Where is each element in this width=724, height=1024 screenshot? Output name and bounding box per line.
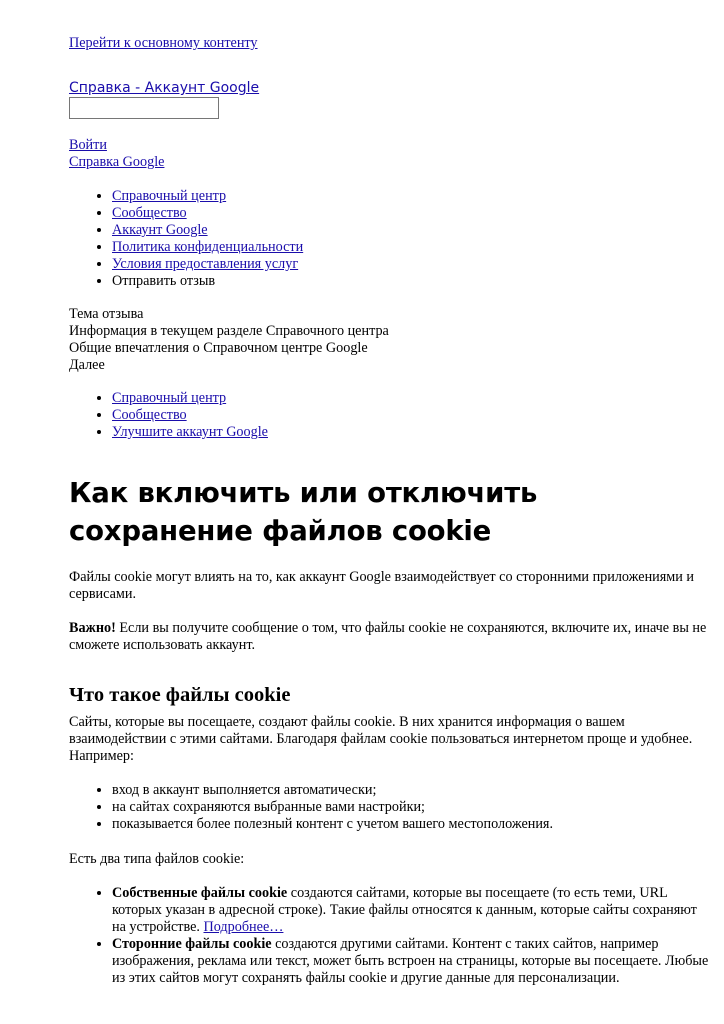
section-paragraph: Сайты, которые вы посещаете, создают файлы cookie. В них хранится информация о вашем взаимодействии с этими сайтами. Благодаря файлам cookie пользоваться интернетом проще и удобнее. Например: bbox=[69, 714, 693, 764]
feedback-topic-label: Тема отзыва bbox=[69, 306, 144, 322]
skip-to-content-link[interactable]: Перейти к основному контенту bbox=[69, 35, 258, 51]
third-party-label: Сторонние файлы cookie bbox=[112, 936, 272, 952]
search-input[interactable] bbox=[69, 97, 219, 119]
secondary-nav-item bbox=[112, 390, 268, 407]
menu-item bbox=[112, 256, 303, 273]
menu-item-feedback[interactable] bbox=[112, 273, 303, 290]
nav-help-center-link[interactable]: Справочный центр bbox=[112, 390, 227, 406]
secondary-nav bbox=[69, 390, 268, 441]
signin-link[interactable]: Войти bbox=[69, 137, 107, 153]
article-title: Как включить или отключить сохранение файлов cookie bbox=[69, 477, 538, 547]
third-party-text: создаются другими сайтами. Контент с таких сайтов, например изображения, реклама или текст, может быть встроен на страницы, которые вы посещаете. Любые из этих сайтов могут сохранять файлы cookie и другие данные для персонализации. bbox=[112, 936, 709, 986]
nav-community-link[interactable]: Сообщество bbox=[112, 407, 187, 423]
cookie-examples-list bbox=[69, 782, 553, 833]
help-center-title-link[interactable]: Справка - Аккаунт Google bbox=[69, 80, 260, 96]
cookie-types-intro: Есть два типа файлов cookie: bbox=[69, 851, 245, 867]
menu-item bbox=[112, 239, 303, 256]
menu-community-link[interactable]: Сообщество bbox=[112, 205, 187, 221]
important-text: Если вы получите сообщение о том, что файлы cookie не сохраняются, включите их, иначе вы не сможете использовать аккаунт. bbox=[69, 620, 707, 653]
list-item: • вход в аккаунт выполняется автоматически; bbox=[112, 782, 553, 799]
menu-google-account-link[interactable]: Аккаунт Google bbox=[112, 222, 208, 238]
google-help-link[interactable]: Справка Google bbox=[69, 154, 165, 170]
secondary-nav-item bbox=[112, 424, 268, 441]
menu-item bbox=[112, 205, 303, 222]
menu-terms-link[interactable]: Условия предоставления услуг bbox=[112, 256, 299, 272]
menu-help-center-link[interactable]: Справочный центр bbox=[112, 188, 227, 204]
cookie-types-list bbox=[69, 885, 710, 987]
menu-item bbox=[112, 222, 303, 239]
first-party-text: создаются сайтами, которые вы посещаете (то есть теми, URL которых указан в адресной строке). Такие файлы относятся к данным, которые сайты сохраняют на устройстве. bbox=[112, 885, 697, 935]
feedback-option-general[interactable]: Общие впечатления о Справочном центре Google bbox=[69, 340, 368, 356]
main-menu bbox=[69, 188, 303, 290]
list-item bbox=[112, 885, 710, 936]
article-intro: Файлы cookie могут влиять на то, как аккаунт Google взаимодействует со сторонними приложениями и сервисами. bbox=[69, 569, 695, 602]
list-item: • показывается более полезный контент с учетом вашего местоположения. bbox=[112, 816, 553, 833]
list-item: • на сайтах сохраняются выбранные вами настройки; bbox=[112, 799, 553, 816]
section-title: Что такое файлы cookie bbox=[69, 684, 291, 706]
important-label: Важно! bbox=[69, 620, 116, 636]
menu-privacy-policy-link[interactable]: Политика конфиденциальности bbox=[112, 239, 304, 255]
learn-more-link[interactable]: Подробнее… bbox=[203, 919, 284, 935]
important-note bbox=[69, 620, 709, 654]
first-party-label: Собственные файлы cookie bbox=[112, 885, 288, 901]
secondary-nav-item bbox=[112, 407, 268, 424]
feedback-next-button[interactable]: Далее bbox=[69, 357, 105, 373]
feedback-option-current-section[interactable]: Информация в текущем разделе Справочного центра bbox=[69, 323, 389, 339]
nav-improve-account-link[interactable]: Улучшите аккаунт Google bbox=[112, 424, 268, 440]
send-feedback-button[interactable]: Отправить отзыв bbox=[112, 273, 216, 289]
menu-item bbox=[112, 188, 303, 205]
list-item bbox=[112, 936, 710, 987]
